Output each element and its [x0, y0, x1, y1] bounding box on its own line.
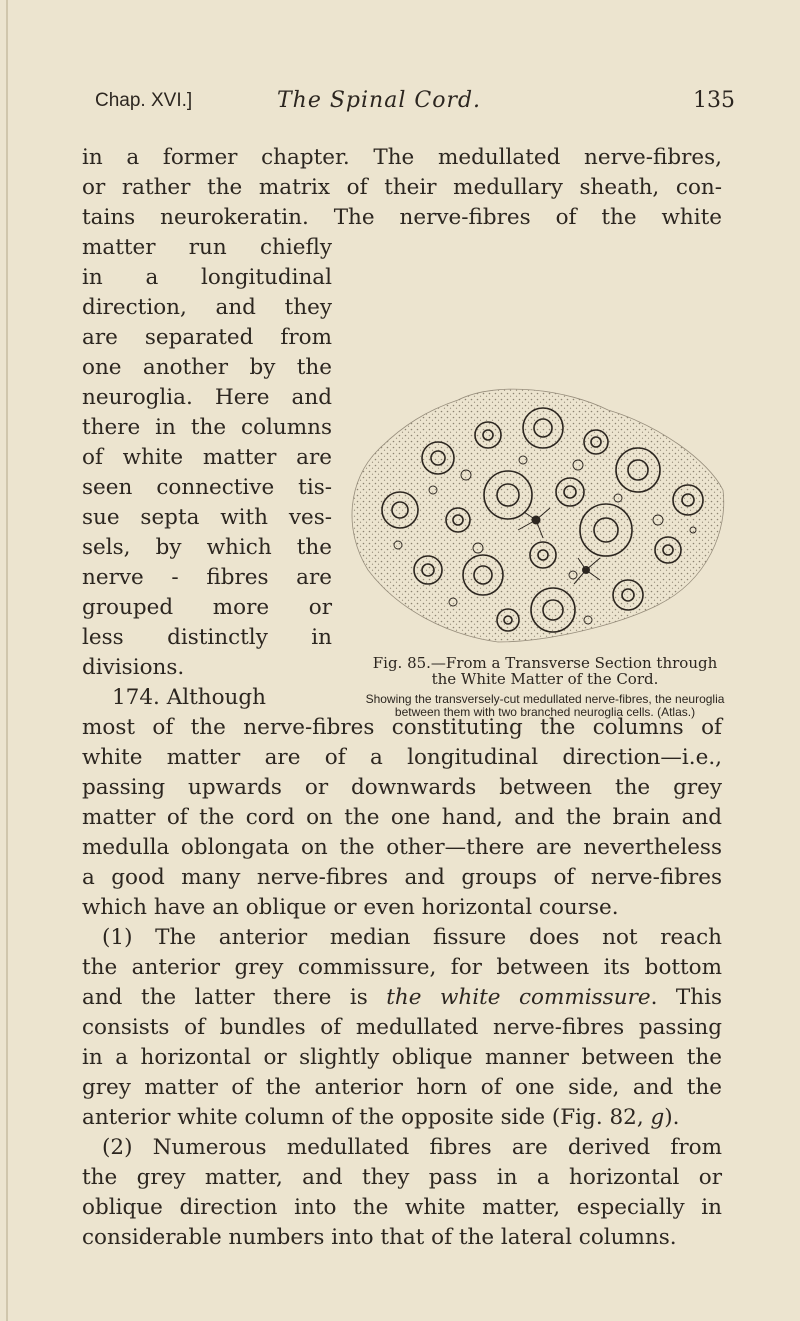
text-line: oblique direction into the white matter, especially in [82, 1195, 722, 1220]
running-header [95, 88, 735, 118]
text-line: are separated from [82, 325, 332, 350]
emphasis-term: the white commissure [386, 985, 651, 1010]
chapter-label: Chap. XVI.] [95, 90, 193, 111]
nerve-fibre-cross-section-illustration [338, 380, 728, 650]
text-line: neuroglia. Here and [82, 385, 332, 410]
text-line: (2) Numerous medullated fibres are derived from [102, 1135, 722, 1160]
text-line: nerve - fibres are [82, 565, 332, 590]
text-line: white matter are of a longitudinal direction—i.e., [82, 745, 722, 770]
text-line: sue septa with ves- [82, 505, 332, 530]
text-line: the anterior grey commissure, for between its bottom [82, 955, 722, 980]
section-number-line: 174. Although [112, 685, 266, 710]
text-line: less distinctly in [82, 625, 332, 650]
page-number: 135 [693, 88, 735, 113]
wrapped-text-column [82, 233, 332, 713]
text-line: in a former chapter. The medullated nerve-fibres, [82, 145, 722, 170]
text-line: direction, and they [82, 295, 332, 320]
text-fragment: and the latter there is [82, 985, 387, 1010]
figure-caption-description: Showing the transversely-cut medullated nerve-fibres, the neuroglia between them with two branched neuroglia cells. (Atlas.) [365, 692, 725, 719]
text-line-with-emphasis [82, 1103, 722, 1133]
text-line: a good many nerve-fibres and groups of nerve-fibres [82, 865, 722, 890]
text-line: tains neurokeratin. The nerve-fibres of the white [82, 205, 722, 230]
text-fragment: . This [650, 985, 723, 1010]
text-line: in a longitudinal [82, 265, 332, 290]
text-line: grey matter of the anterior horn of one side, and the [82, 1075, 722, 1100]
text-line: (1) The anterior median fissure does not reach [102, 925, 722, 950]
text-line: grouped more or [82, 595, 332, 620]
figure-caption [360, 655, 730, 719]
running-title: The Spinal Cord. [277, 88, 482, 113]
text-line: most of the nerve-fibres constituting the columns of [82, 715, 722, 740]
text-line: considerable numbers into that of the lateral columns. [82, 1225, 677, 1250]
text-fragment: ). [664, 1105, 680, 1130]
text-line-with-emphasis [82, 983, 722, 1013]
text-line: the grey matter, and they pass in a horizontal or [82, 1165, 722, 1190]
text-line: one another by the [82, 355, 332, 380]
text-line: there in the columns [82, 415, 332, 440]
text-line: seen connective tis- [82, 475, 332, 500]
text-line: matter of the cord on the one hand, and the brain and [82, 805, 722, 830]
text-line: medulla oblongata on the other—there are nevertheless [82, 835, 722, 860]
text-fragment: anterior white column of the opposite side (Fig. 82, [82, 1105, 651, 1130]
figure-caption-title: Fig. 85.—From a Transverse Section through the White Matter of the Cord. [372, 654, 718, 688]
page-edge-shadow [6, 0, 8, 1321]
neuroglia-matrix [352, 389, 724, 642]
text-line: divisions. [82, 655, 185, 680]
text-line: consists of bundles of medullated nerve-fibres passing [82, 1015, 722, 1040]
text-line: or rather the matrix of their medullary sheath, con- [82, 175, 722, 200]
text-line: in a horizontal or slightly oblique manner between the [82, 1045, 722, 1070]
text-line: passing upwards or downwards between the grey [82, 775, 722, 800]
text-line: which have an oblique or even horizontal course. [82, 895, 619, 920]
text-line: of white matter are [82, 445, 332, 470]
text-line: matter run chiefly [82, 235, 332, 260]
emphasis-letter: g [650, 1105, 665, 1130]
text-line: sels, by which the [82, 535, 332, 560]
